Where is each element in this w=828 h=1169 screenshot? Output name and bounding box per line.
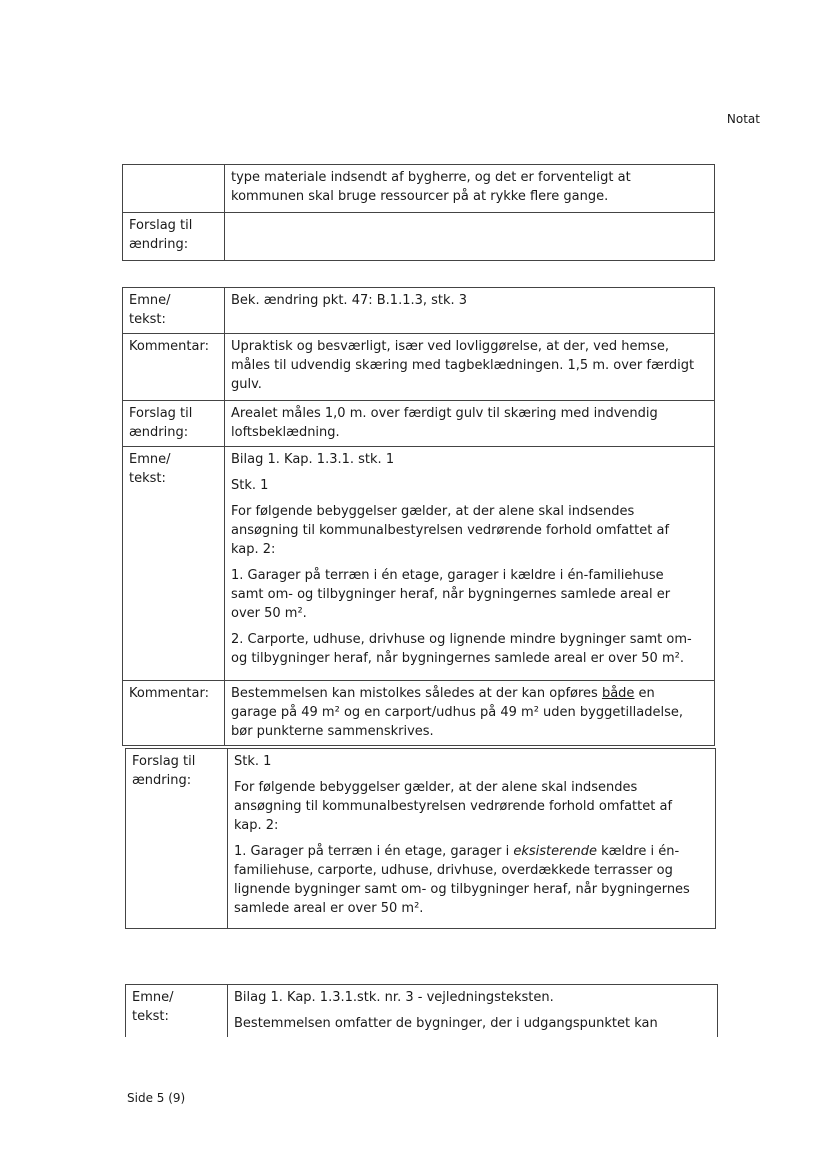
table-row	[123, 165, 715, 213]
comment-table	[122, 287, 715, 746]
proposal-table	[125, 748, 716, 929]
row-label: Kommentar:	[123, 334, 225, 401]
item-paragraph-1: 1. Garager på terræn i én etage, garager i kældre i én-familiehuse samt om- og tilbygninger heraf, når bygningernes samlede areal er over 50 m².	[231, 568, 671, 621]
row-text	[225, 401, 715, 447]
intro-paragraph: For følgende bebyggelser gælder, at der alene skal indsendes ansøgning til kommunalbestyrelsen vedrørende forhold omfattet af kap. 2:	[234, 780, 673, 833]
table-row	[123, 334, 715, 401]
text-line: kommunen skal bruge ressourcer på at rykke flere gange.	[231, 189, 609, 204]
stk-label: Stk. 1	[231, 478, 269, 493]
row-label	[126, 749, 228, 929]
label-line: ændring:	[129, 237, 189, 252]
text-line: type materiale indsendt af bygherre, og det er forventeligt at	[231, 170, 631, 185]
item-paragraph: 1. Garager på terræn i én etage, garager i eksisterende kældre i én- familiehuse, carporte, udhuse, drivhuse, overdækkede terrasser og lignende bygninger samt om- og tilbygninger heraf, når bygningernes samlede areal er over 50 m².	[234, 844, 690, 916]
underlined-word: både	[601, 686, 635, 701]
text-line: Bestemmelsen omfatter de bygninger, der i udgangspunktet kan	[234, 1016, 658, 1031]
topic-table-next	[125, 984, 718, 1037]
row-label	[123, 288, 225, 334]
table-row	[126, 985, 718, 1038]
label-line: ændring:	[132, 773, 192, 788]
row-text	[225, 213, 715, 261]
intro-paragraph: For følgende bebyggelser gælder, at der alene skal indsendes ansøgning til kommunalbestyrelsen vedrørende forhold omfattet af kap. 2:	[231, 504, 670, 557]
text-line: garage på 49 m² og en carport/udhus på 49 m² uden byggetilladelse,	[231, 705, 684, 720]
table-row	[126, 749, 716, 929]
row-text	[225, 334, 715, 401]
text-line: Bilag 1. Kap. 1.3.1.stk. nr. 3 - vejledningsteksten.	[234, 990, 554, 1005]
text-line: måles til udvendig skæring med tagbeklædningen. 1,5 m. over færdigt	[231, 358, 695, 373]
document-type-label: Notat	[726, 112, 760, 126]
label-line: Emne/	[132, 990, 174, 1005]
row-text	[225, 681, 715, 746]
row-text	[225, 165, 715, 213]
label-line: tekst:	[132, 1009, 169, 1024]
label-line: Forslag til	[129, 406, 193, 421]
item-paragraph-2: 2. Carporte, udhuse, drivhuse og lignende mindre bygninger samt om- og tilbygninger heraf, når bygningernes samlede areal er over 50 m².	[231, 632, 692, 666]
text-line: Bek. ændring pkt. 47: B.1.1.3, stk. 3	[231, 293, 468, 308]
row-label	[123, 213, 225, 261]
stk-label: Stk. 1	[234, 754, 272, 769]
label-line: Forslag til	[132, 754, 196, 769]
italic-word: eksisterende	[513, 844, 597, 859]
label-line: tekst:	[129, 471, 166, 486]
label-line: ændring:	[129, 425, 189, 440]
comment-table-continued	[122, 164, 715, 261]
text-line: loftsbeklædning.	[231, 425, 340, 440]
label-line: Emne/	[129, 293, 171, 308]
row-text	[228, 985, 718, 1038]
table-row	[123, 447, 715, 681]
table-row	[123, 681, 715, 746]
row-text	[225, 447, 715, 681]
row-text	[225, 288, 715, 334]
section-heading: Bilag 1. Kap. 1.3.1. stk. 1	[231, 452, 395, 467]
label-line: tekst:	[129, 312, 166, 327]
row-label	[123, 447, 225, 681]
page-number: Side 5 (9)	[127, 1091, 186, 1105]
row-label	[123, 165, 225, 213]
table-row	[123, 213, 715, 261]
table-row	[123, 288, 715, 334]
text-line: Upraktisk og besværligt, især ved lovliggørelse, at der, ved hemse,	[231, 339, 670, 354]
text-line: Bestemmelsen kan mistolkes således at der kan opføres både en	[231, 686, 655, 701]
label-line: Emne/	[129, 452, 171, 467]
label-line: Forslag til	[129, 218, 193, 233]
table-row	[123, 401, 715, 447]
row-label	[126, 985, 228, 1038]
text-line: bør punkterne sammenskrives.	[231, 724, 434, 739]
text-line: gulv.	[231, 377, 262, 392]
row-label	[123, 401, 225, 447]
row-text	[228, 749, 716, 929]
text-line: Arealet måles 1,0 m. over færdigt gulv til skæring med indvendig	[231, 406, 658, 421]
row-label: Kommentar:	[123, 681, 225, 746]
